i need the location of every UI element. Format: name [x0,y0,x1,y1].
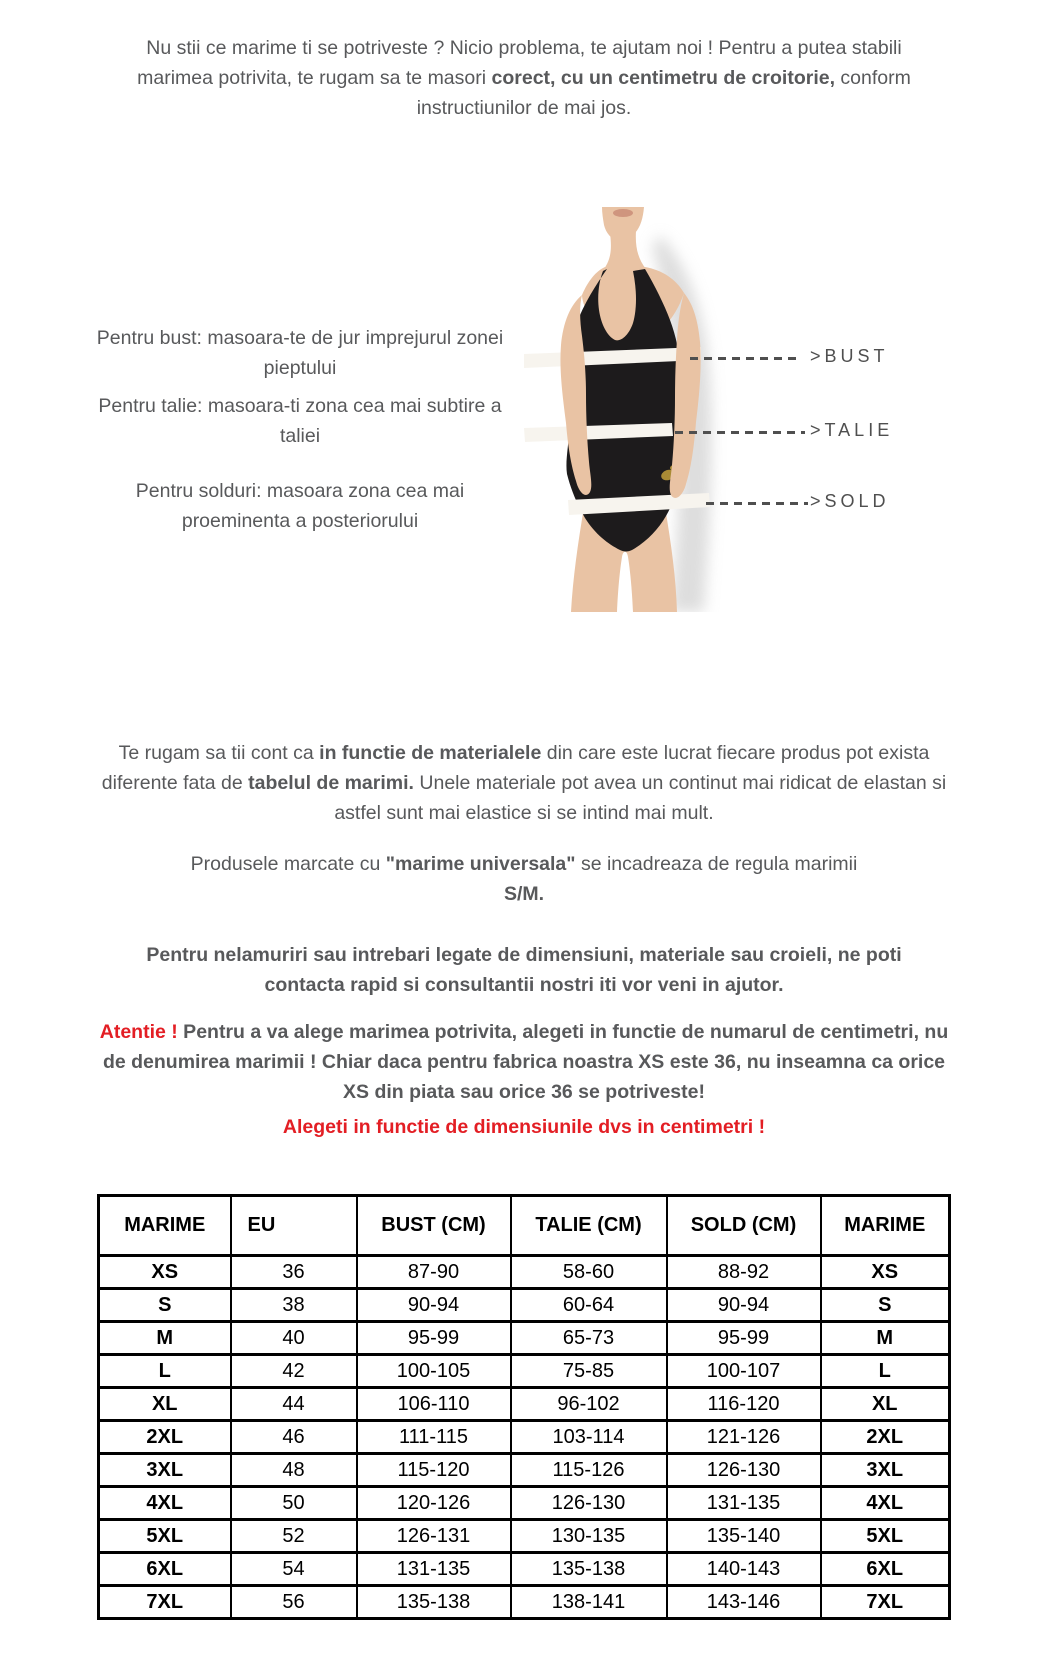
warning-attention-text: Atentie ! [99,1021,178,1043]
size-table-cell: 95-99 [667,1322,821,1355]
intro-paragraph [114,33,934,123]
materials-text-2: din care este lucrat fiecare produs pot exista diferente fata de [101,742,930,794]
size-table-row [99,1355,950,1388]
size-table-cell: 106-110 [357,1388,511,1421]
size-table-cell: M [821,1322,950,1355]
size-table-cell: XL [99,1388,231,1421]
size-table [97,1194,951,1620]
universal-text-1: Produsele marcate cu [190,853,386,875]
size-table-cell: M [99,1322,231,1355]
size-table-cell: 50 [231,1487,357,1520]
size-table-cell: 115-126 [511,1454,667,1487]
size-table-cell: 4XL [821,1487,950,1520]
size-table-cell: 126-130 [511,1487,667,1520]
size-table-cell: 87-90 [357,1256,511,1289]
size-table-cell: 2XL [99,1421,231,1454]
size-table-body [99,1256,950,1619]
size-table-cell: 90-94 [357,1289,511,1322]
size-table-cell: 143-146 [667,1586,821,1619]
size-table-cell: 48 [231,1454,357,1487]
size-table-cell: XS [821,1256,950,1289]
size-table-cell: 115-120 [357,1454,511,1487]
size-table-cell: 56 [231,1586,357,1619]
size-table-cell: 100-105 [357,1355,511,1388]
size-table-cell: 88-92 [667,1256,821,1289]
size-table-cell: S [821,1289,950,1322]
header-marime-left: MARIME [99,1196,231,1256]
header-bust: BUST (CM) [357,1196,511,1256]
size-table-cell: 52 [231,1520,357,1553]
sold-dashed-line [706,502,808,505]
instruction-solduri: Pentru solduri: masoara zona cea mai proeminenta a posteriorului [135,480,465,532]
header-marime-right: MARIME [821,1196,950,1256]
size-table-row [99,1454,950,1487]
size-table-cell: 2XL [821,1421,950,1454]
header-eu: EU [231,1196,357,1256]
intro-text-1: Nu stii ce marime ti se potriveste ? Nicio problema, te ajutam noi ! Pentru a putea stabili marimea potrivita, te rugam sa te masori [137,37,902,89]
size-table-cell: L [821,1355,950,1388]
size-table-cell: 126-131 [357,1520,511,1553]
size-table-cell: 90-94 [667,1289,821,1322]
size-table-cell: 46 [231,1421,357,1454]
size-table-cell: 131-135 [357,1553,511,1586]
size-table-cell: 58-60 [511,1256,667,1289]
size-table-row [99,1487,950,1520]
size-table-row [99,1586,950,1619]
size-table-cell: 135-138 [357,1586,511,1619]
size-table-cell: 126-130 [667,1454,821,1487]
size-table-row [99,1520,950,1553]
size-table-cell: 60-64 [511,1289,667,1322]
size-table-cell: 116-120 [667,1388,821,1421]
universal-text-bold-2: S/M. [503,883,545,905]
size-table-cell: 96-102 [511,1388,667,1421]
universal-size-paragraph [174,849,874,909]
intro-text-2: conform instructiunilor de mai jos. [416,67,911,119]
size-table-cell: 44 [231,1388,357,1421]
measurement-figure-section [0,123,1048,713]
size-table-cell: 4XL [99,1487,231,1520]
size-table-cell: 7XL [821,1586,950,1619]
size-table-cell: 65-73 [511,1322,667,1355]
size-table-cell: 36 [231,1256,357,1289]
size-table-cell: 100-107 [667,1355,821,1388]
size-table-cell: 6XL [821,1553,950,1586]
size-table-cell: 7XL [99,1586,231,1619]
size-table-cell: 3XL [99,1454,231,1487]
talie-dashed-line [675,431,805,434]
size-table-cell: 103-114 [511,1421,667,1454]
bust-dashed-line [690,357,802,360]
materials-paragraph [99,738,949,828]
size-table-cell: 140-143 [667,1553,821,1586]
header-talie: TALIE (CM) [511,1196,667,1256]
size-table-cell: 5XL [99,1520,231,1553]
size-table-cell: 121-126 [667,1421,821,1454]
materials-text-3: Unele materiale pot avea un continut mai ridicat de elastan si astfel sunt mai elastice si se intind mai mult. [334,772,947,824]
size-table-cell: 95-99 [357,1322,511,1355]
size-table-cell: L [99,1355,231,1388]
warning-red-line: Alegeti in functie de dimensiunile dvs in centimetri ! [282,1116,766,1138]
size-table-cell: 130-135 [511,1520,667,1553]
size-table-cell: XS [99,1256,231,1289]
size-table-cell: 75-85 [511,1355,667,1388]
instruction-bust: Pentru bust: masoara-te de jur imprejurul zonei pieptului [96,327,504,379]
size-table-header-row [99,1196,950,1256]
size-table-cell: S [99,1289,231,1322]
size-table-cell: 40 [231,1322,357,1355]
size-table-row [99,1322,950,1355]
swimsuit-model-image [520,207,750,612]
size-table-row [99,1388,950,1421]
warning-text: Pentru a va alege marimea potrivita, alegeti in functie de numarul de centimetri, nu de denumirea marimii ! Chiar daca pentru fabrica noastra XS este 36, nu inseamna ca orice XS din piata sau orice 36 se potriveste! [102,1021,949,1103]
size-table-row [99,1421,950,1454]
sold-label: >SOLD [810,491,890,511]
size-table-cell: 120-126 [357,1487,511,1520]
size-table-cell: 54 [231,1553,357,1586]
size-table-cell: 135-138 [511,1553,667,1586]
size-table-row [99,1256,950,1289]
size-table-cell: XL [821,1388,950,1421]
size-table-cell: 3XL [821,1454,950,1487]
size-table-cell: 6XL [99,1553,231,1586]
materials-text-1: Te rugam sa tii cont ca [118,742,320,764]
size-table-cell: 38 [231,1289,357,1322]
header-sold: SOLD (CM) [667,1196,821,1256]
size-table-row [99,1553,950,1586]
size-table-cell: 111-115 [357,1421,511,1454]
materials-text-bold-1: in functie de materialele [319,742,542,764]
model-lips [613,209,633,217]
size-table-cell: 138-141 [511,1586,667,1619]
size-table-cell: 42 [231,1355,357,1388]
size-table-cell: 5XL [821,1520,950,1553]
talie-label: >TALIE [810,420,894,440]
universal-text-2: se incadreaza de regula marimii [575,853,858,875]
contact-paragraph: Pentru nelamuriri sau intrebari legate de dimensiuni, materiale sau croieli, ne poti contacta rapid si consultantii nostri iti vor veni in ajutor. [146,944,902,996]
size-table-row [99,1289,950,1322]
instruction-talie: Pentru talie: masoara-ti zona cea mai subtire a taliei [98,395,502,447]
materials-text-bold-2: tabelul de marimi. [248,772,414,794]
intro-text-bold: corect, cu un centimetru de croitorie, [491,67,835,89]
size-table-cell: 131-135 [667,1487,821,1520]
size-table-cell: 135-140 [667,1520,821,1553]
bust-label: >BUST [810,346,889,366]
warning-paragraph [99,1017,949,1107]
universal-text-bold-1: "marime universala" [385,853,576,875]
